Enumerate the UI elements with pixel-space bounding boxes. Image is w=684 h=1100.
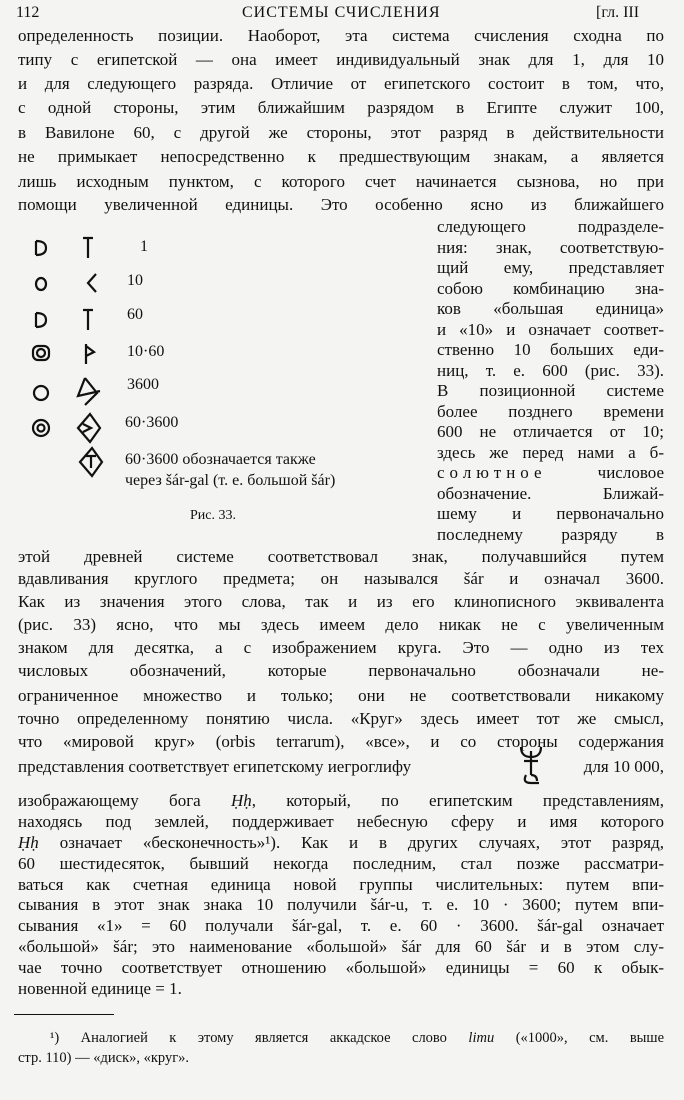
text-line: Как из значения этого слова, так и из его клинописного эквивалента xyxy=(18,592,664,611)
text-segment: для 10 000, xyxy=(583,757,664,776)
god-name: Ḥḥ xyxy=(18,833,39,852)
text-line: 600 не отличается от 10; xyxy=(437,422,664,441)
figure-label: 10·60 xyxy=(127,343,165,360)
text-line: 60 шестидесяток, бывший некогда последним, стал позже рассматри- xyxy=(18,854,664,873)
text-line: ков «большая единица» xyxy=(437,299,664,318)
text-line: лишь исходным пунктом, с которого счет начинается сызнова, но при xyxy=(18,172,664,191)
text-segment: изображающему бога xyxy=(18,791,201,810)
text-line: помощи увеличенной единицы. Это особенно ясно из ближайшего xyxy=(18,195,664,214)
footnote-divider xyxy=(14,1014,114,1015)
footnote-line xyxy=(50,1030,664,1047)
text-line-hieroglyph xyxy=(18,757,664,777)
figure-label: 3600 xyxy=(127,376,159,393)
text-line: точно определенному понятию числа. «Круг» здесь имеет тот же смысл, xyxy=(18,709,664,728)
text-line: более позднего времени xyxy=(437,401,664,421)
text-line: обозначение. Ближай- xyxy=(437,483,664,503)
text-segment: , который, по египетским представлениям, xyxy=(251,791,664,810)
text-line: числовых обозначений, которые первоначально обозначали не- xyxy=(18,661,664,680)
text-line: типу с египетской — она имеет индивидуальный знак для 1, для 10 xyxy=(18,50,664,69)
text-word: числовое xyxy=(597,463,664,482)
figure-label: через šár-gal (т. е. большой šár) xyxy=(125,472,336,489)
text-segment: означает «бесконечность»¹). Как и в других случаях, этот разряд, xyxy=(59,833,665,852)
text-line: В позиционной системе xyxy=(437,381,664,400)
text-line xyxy=(18,833,664,853)
figure-caption: Рис. 33. xyxy=(190,508,236,523)
text-line: находясь под землей, поддерживает небесную сферу и имя которого xyxy=(18,812,664,831)
text-line: (рис. 33) ясно, что мы здесь имеем дело никак не с увеличенным xyxy=(18,615,664,634)
text-line: чае точно соответствует отношению «большой» единицы = 60 к обык- xyxy=(18,958,664,977)
running-title: СИСТЕМЫ СЧИСЛЕНИЯ xyxy=(242,4,441,21)
text-line: сывания «1» = 60 получали šár-gal, т. е. 60 · 3600. šár-gal означает xyxy=(18,916,664,935)
text-line: новенной единице = 1. xyxy=(18,979,182,998)
figure-label: 60·3600 обозначается также xyxy=(125,451,316,468)
text-segment: ¹) Аналогией к этому является аккадское слово xyxy=(50,1030,447,1046)
text-line: и для следующего разряда. Отличие от египетского состоит в том, что, xyxy=(18,74,664,93)
figure-label: 60·3600 xyxy=(125,414,179,431)
text-line: ограниченное множество и только; они не соответствовали никакому xyxy=(18,686,664,705)
text-line: ственно 10 больших еди- xyxy=(437,340,664,359)
text-line: следующего подразделе- xyxy=(437,217,664,236)
text-line: сывания в этот знак знака 10 получили šár-u, т. е. 10 · 3600; путем впи- xyxy=(18,895,664,914)
figure-label: 60 xyxy=(127,306,143,323)
text-line: вдавливания круглого предмета; он назывался šár и означал 3600. xyxy=(18,569,664,588)
emphasized-word: солютное xyxy=(437,463,547,482)
text-line: в Вавилоне 60, с другой же стороны, этот разряд в действительности xyxy=(18,123,664,142)
foreign-word: limu xyxy=(468,1030,495,1046)
text-line: здесь же перед нами а б- xyxy=(437,442,664,462)
text-line xyxy=(18,791,664,811)
figure-label: 10 xyxy=(127,272,143,289)
text-line: шему и первоначально xyxy=(437,504,664,523)
footnote-line: стр. 110) — «диск», «круг». xyxy=(18,1050,190,1066)
text-line: ниц, т. е. 600 (рис. 33). xyxy=(437,360,664,380)
page-number: 112 xyxy=(16,4,40,21)
text-line: ваться как счетная единица новой группы числительных: путем впи- xyxy=(18,875,664,894)
text-line: ния: знак, соответствую- xyxy=(437,237,664,257)
text-line: и «10» и означает соответ- xyxy=(437,319,664,339)
text-segment: («1000», см. выше xyxy=(515,1030,665,1046)
text-segment: представления соответствует египетскому иегроглифу xyxy=(18,757,412,776)
text-line: с одной стороны, этим ближайшим разрядом в Египте служит 100, xyxy=(18,98,664,117)
text-line: собою комбинацию зна- xyxy=(437,278,664,298)
cuneiform-symbols-icon xyxy=(28,236,118,486)
text-line: не примыкает непосредственно к предшествующим знакам, а является xyxy=(18,147,664,166)
text-line xyxy=(437,463,664,483)
text-line: знаком для десятка, а с изображением круга. Это — одно из тех xyxy=(18,638,664,657)
text-line: что «мировой круг» (orbis terrarum), «все», и со стороны содержания xyxy=(18,732,664,751)
god-name: Ḥḥ xyxy=(230,791,252,810)
text-line: определенность позиции. Наоборот, эта система счисления сходна по xyxy=(18,26,664,45)
text-line: щий ему, представляет xyxy=(437,258,664,277)
text-line: этой древней системе соответствовал знак, получавшийся путем xyxy=(18,547,664,566)
text-line: «большой» šár; это наименование «большой» šár для 60 šár и в этом слу- xyxy=(18,937,664,956)
egyptian-hieroglyph-heh-icon xyxy=(518,745,544,787)
text-line: последнему разряду в xyxy=(437,524,664,544)
figure-label: 1 xyxy=(140,238,148,255)
chapter-label: [гл. III xyxy=(596,4,640,21)
